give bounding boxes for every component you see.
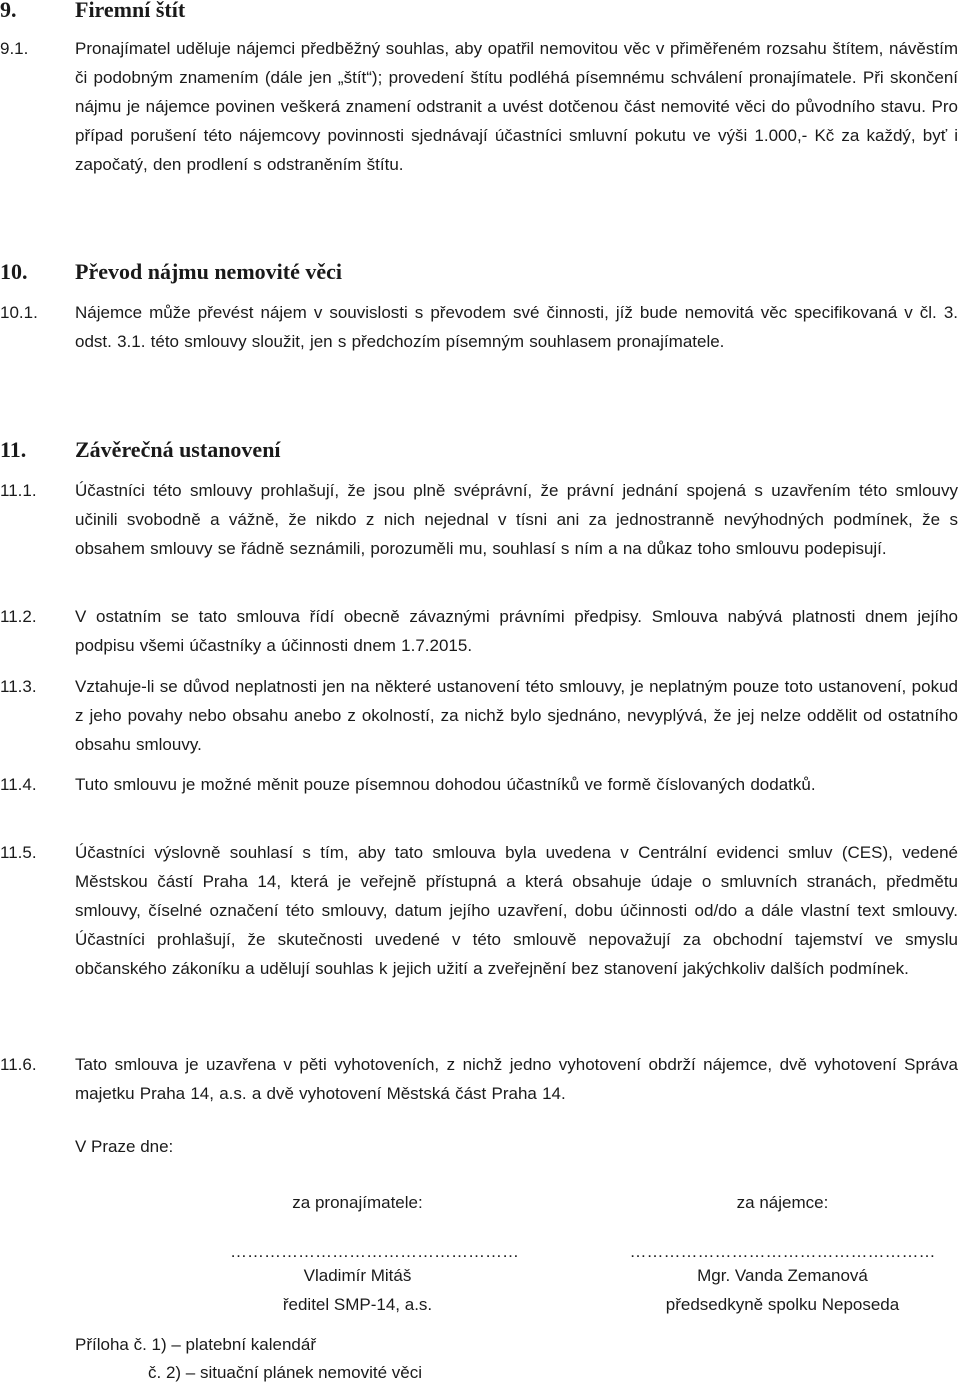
attachment-1: Příloha č. 1) – platební kalendář [75,1335,316,1354]
signature-line: ……………………………………………… [629,1242,936,1261]
clause-number: 10.1. [0,303,38,322]
signature-line: …………………………………………… [230,1242,519,1261]
signature-label: za pronajímatele: [292,1193,423,1212]
clause-text: Účastníci výslovně souhlasí s tím, aby tato smlouva byla uvedena v Centrální evidenci smluv (CES), vedené Městskou částí Praha 14, která je veřejně přístupná a která obsahuje údaje o smluvních stranách, předmětu smlouvy, číselné označení této smlouvy, datum jejího uzavření, dobu účinnosti od/do a dále vlastní text smlouvy. Účastníci prohlašují, že skutečnosti uvedené v této smlouvě nepovažují za obchodní tajemství ve smyslu občanského zákoníku a udělují souhlas k jejich užití a zveřejnění bez stanovení jakýchkoliv dalších podmínek. [75,843,958,978]
signature-tenant [615,1188,950,1319]
clause-number: 11.3. [0,677,37,696]
section-title: Převod nájmu nemovité věci [75,259,342,284]
signature-landlord [230,1188,519,1319]
section-title: Firemní štít [75,0,186,22]
signatory-name: Vladimír Mitáš [303,1266,412,1285]
signatory-name: Mgr. Vanda Zemanová [697,1266,868,1285]
clause-text: Tuto smlouvu je možné měnit pouze písemnou dohodou účastníků ve formě číslovaných dodatků. [75,775,816,794]
clause-text: Vztahuje-li se důvod neplatnosti jen na některé ustanovení této smlouvy, je neplatným pouze toto ustanovení, pokud z jeho povahy nebo obsahu anebo z okolností, za nichž bylo sjednáno, nevyplývá, že jej nelze oddělit od ostatního obsahu smlouvy. [75,677,958,754]
clause-number: 11.4. [0,775,37,794]
clause-number: 11.6. [0,1055,37,1074]
section-heading-11 [0,436,281,464]
clause-text: Nájemce může převést nájem v souvislosti s převodem své činnosti, jíž bude nemovitá věc specifikovaná v čl. 3. odst. 3.1. této smlouvy sloužit, jen s předchozím písemným souhlasem pronajímatele. [75,303,958,351]
clause-text: Účastníci této smlouvy prohlašují, že jsou plně svéprávní, že právní jednání spojená s uzavřením této smlouvy učinili svobodně a vážně, že nikdo z nich nejednal v tísni ani za jednostranně nevýhodných podmínek, že s obsahem smlouvy se řádně seznámili, porozuměli mu, souhlasí s ním a na důkaz toho smlouvu podepisují. [75,481,958,558]
signatory-role: ředitel SMP-14, a.s. [282,1295,433,1314]
attachment-2: č. 2) – situační plánek nemovité věci [148,1363,423,1382]
place-date-line: V Praze dne: [75,1137,174,1156]
clause-text: Tato smlouva je uzavřena v pěti vyhotoveních, z nichž jedno vyhotovení obdrží nájemce, dvě vyhotovení Správa majetku Praha 14, a.s. a dvě vyhotovení Městská část Praha 14. [75,1055,958,1103]
section-heading-10 [0,258,342,286]
section-title: Závěrečná ustanovení [75,437,281,462]
section-heading-9 [0,0,185,24]
signature-label: za nájemce: [736,1193,829,1212]
section-number: 9. [0,0,17,22]
clause-text: Pronajímatel uděluje nájemci předběžný souhlas, aby opatřil nemovitou věc v přiměřeném rozsahu štítem, návěstím či podobným znamením (dále jen „štít“); provedení štítu podléhá písemnému schválení pronajímatele. Při skončení nájmu je nájemce povinen veškerá znamení odstranit a uvést dotčenou část nemovité věci do původního stavu. Pro případ porušení této nájemcovy povinnosti sjednávají účastníci smluvní pokutu ve výši 1.000,- Kč za každý, byť i započatý, den prodlení s odstraněním štítu. [75,39,958,174]
section-number: 10. [0,259,28,284]
clause-text: V ostatním se tato smlouva řídí obecně závaznými právními předpisy. Smlouva nabývá platnosti dnem jejího podpisu všemi účastníky a účinnosti dnem 1.7.2015. [75,607,958,655]
clause-number: 11.5. [0,843,37,862]
section-number: 11. [0,437,27,462]
clause-number: 9.1. [0,39,29,58]
signatory-role: předsedkyně spolku Neposeda [665,1295,900,1314]
clause-number: 11.1. [0,481,37,500]
clause-number: 11.2. [0,607,37,626]
